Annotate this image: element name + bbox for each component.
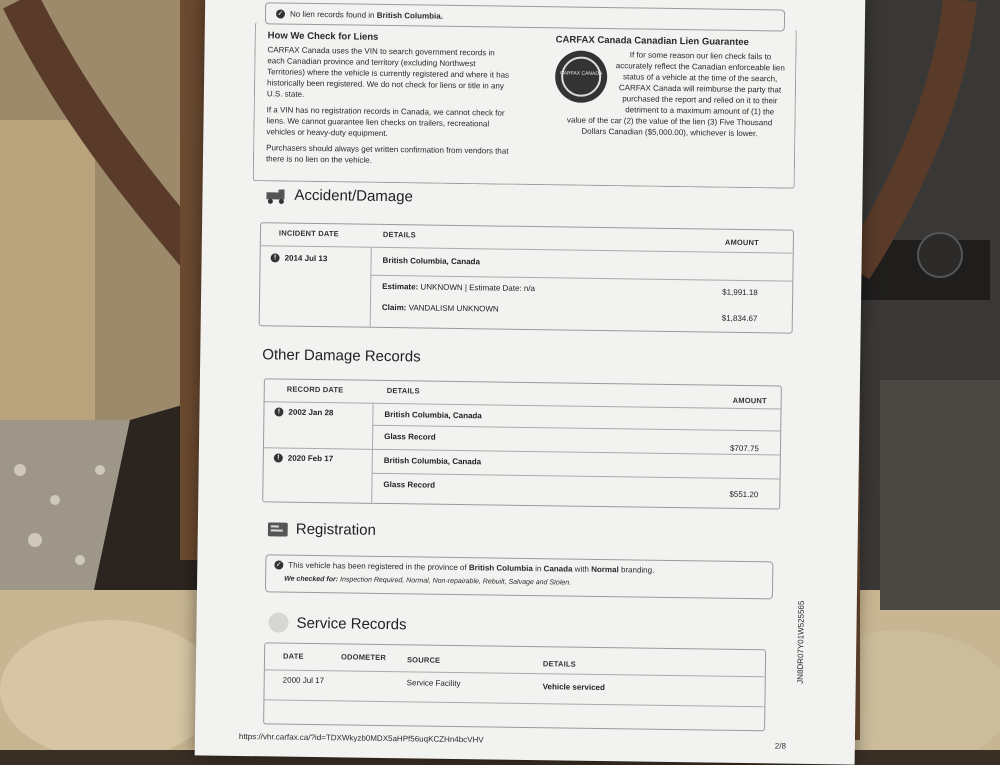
incident-location: British Columbia, Canada [382,255,480,267]
how-we-check-title: How We Check for Liens [267,30,379,43]
info-circle-icon: ! [274,408,283,417]
amount-header: AMOUNT [724,237,760,248]
service-icon [268,612,288,632]
other-damage-table [262,378,782,509]
claim-amount: $1,834.67 [721,313,758,324]
registration-branding: Normal [591,564,619,575]
how-we-check-paragraph-1: CARFAX Canada uses the VIN to search government records in each Canadian province and territory (excluding Northwest Territories) where the vehicle is currently registered and where it has historically been registered. We do not check for liens or title in any U.S. state. [266,45,510,99]
checked-for-items: Inspection Required, Normal, Non-repairable, Rebuilt, Salvage and Stolen. [339,576,572,587]
lien-notice-text: No lien records found in [289,9,375,20]
record-type: Glass Record [383,479,436,490]
service-date: 2000 Jul 17 [282,675,325,686]
service-records-title: Service Records [296,614,407,634]
check-circle-icon: ✓ [275,561,282,569]
info-circle-icon: ! [274,454,283,463]
registration-country: Canada [543,564,573,574]
seal-text: CARFAX CANADA [560,70,603,77]
amount-header: AMOUNT [732,395,767,406]
registration-province: British Columbia [468,563,533,574]
damage-record [274,407,333,417]
service-table [263,642,766,731]
page-number: 2/8 [774,741,787,751]
record-amount: $551.20 [729,489,759,500]
record-date: 2002 Jan 28 [288,407,334,418]
carfax-report-page [195,0,866,765]
details-header: DETAILS [542,659,576,669]
accident-table [259,222,794,333]
estimate-label: Estimate: [382,281,419,292]
registration-title: Registration [295,520,376,539]
incident-date: 2014 Jul 13 [284,253,328,264]
tow-truck-icon [264,186,288,204]
record-location: British Columbia, Canada [383,455,482,467]
lien-guarantee-title: CARFAX Canada Canadian Lien Guarantee [555,34,749,49]
details-header: DETAILS [386,386,420,396]
incident-date-header: INCIDENT DATE [278,228,339,239]
record-date-header: RECORD DATE [286,384,344,395]
lien-notice-region: British Columbia. [376,10,444,21]
vin-vertical: JN8DR07Y01W525565 [795,600,806,684]
how-we-check-paragraph-2: If a VIN has no registration records in Canada, we cannot check for liens. We cannot guarantee lien checks on trailers, recreational vehicles or heavy-duty equipment. [266,105,505,138]
details-header: DETAILS [382,229,416,240]
lien-guarantee-text: If for some reason our lien check fails to accurately reflect the Canadian enforceable lien status of a vehicle at the time of the search, CARFAX Canada will reimburse the party that purchased the report and relied on it to their detriment to a maximum amount of (1) the value of the car (2) the value of the lien (3) Five Thousand Dollars Canadian ($5,000.00), whichever is lower. [566,50,785,139]
estimate-amount: $1,991.18 [722,287,758,298]
registration-text-in: in [535,564,542,574]
registration-icon [268,522,288,541]
record-date: 2020 Feb 17 [287,453,334,464]
info-circle-icon: ! [271,254,280,263]
date-header: DATE [282,651,304,661]
registration-text-suffix: branding. [620,565,655,575]
lien-info-box [253,22,797,189]
registration-text-with: with [574,564,590,574]
checked-for-label: We checked for: [284,575,339,584]
record-location: British Columbia, Canada [384,409,482,421]
service-source: Service Facility [406,678,461,689]
record-type: Glass Record [384,431,436,442]
claim-label: Claim: [381,302,407,313]
damage-record [274,453,334,463]
record-amount: $707.75 [729,443,759,454]
check-circle-icon: ✓ [277,10,284,18]
claim-value: VANDALISM UNKNOWN [408,303,499,314]
registration-text-prefix: This vehicle has been registered in the province of [288,560,467,573]
how-we-check-paragraph-3: Purchasers should always get written confirmation from vendors that there is no lien on the vehicle. [265,143,509,165]
report-url: https://vhr.carfax.ca/?id=TDXWkyzb0MDX5aHPf56uqKCZHn4bcVHV [238,731,484,745]
source-header: SOURCE [406,655,441,665]
registration-box [265,554,773,599]
estimate-value: UNKNOWN | Estimate Date: n/a [420,282,536,294]
service-details: Vehicle serviced [542,682,605,693]
accident-damage-title: Accident/Damage [294,186,414,206]
odometer-header: ODOMETER [340,652,387,663]
other-damage-title: Other Damage Records [262,346,421,366]
